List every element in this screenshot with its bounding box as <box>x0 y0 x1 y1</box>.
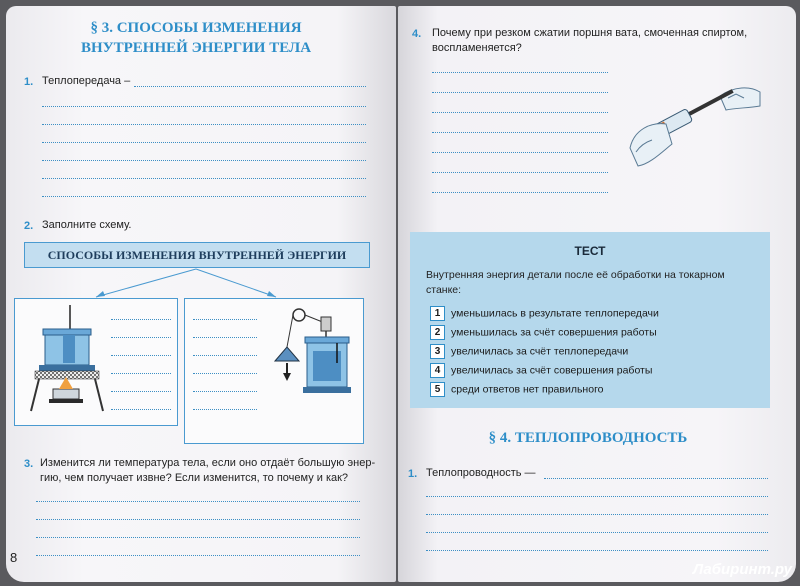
answer-line[interactable] <box>193 373 257 374</box>
page-number: 8 <box>10 550 18 565</box>
answer-line[interactable] <box>111 355 171 356</box>
answer-line[interactable] <box>36 501 360 502</box>
heating-vessel-illustration <box>17 301 109 421</box>
option-text: увеличилась за счёт совершения работы <box>451 364 653 377</box>
test-panel <box>410 232 770 408</box>
watermark-logo: Лабиринт.ру <box>692 561 792 578</box>
option-number[interactable]: 3 <box>430 344 445 359</box>
q3-line1: Изменится ли температура тела, если оно отдаёт большую энер- <box>40 457 376 469</box>
test-title: ТЕСТ <box>574 244 606 258</box>
answer-line[interactable] <box>426 550 768 551</box>
option-number[interactable]: 4 <box>430 363 445 378</box>
answer-line[interactable] <box>193 319 257 320</box>
question-number: 1. <box>24 76 34 88</box>
answer-line[interactable] <box>111 409 171 410</box>
option-number[interactable]: 5 <box>430 382 445 397</box>
answer-line[interactable] <box>544 478 768 479</box>
option-text: уменьшилась в результате теплопередачи <box>451 307 659 320</box>
answer-line[interactable] <box>36 537 360 538</box>
test-option[interactable] <box>430 363 652 379</box>
answer-line[interactable] <box>432 112 608 113</box>
q4-line2: воспламеняется? <box>432 42 522 54</box>
fire-syringe-illustration <box>624 72 764 182</box>
option-number[interactable]: 1 <box>430 306 445 321</box>
scheme-box-work <box>184 298 364 444</box>
test-question-line2: станке: <box>426 284 462 296</box>
answer-line[interactable] <box>193 391 257 392</box>
scheme-arrows <box>6 6 396 306</box>
option-text: среди ответов нет правильного <box>451 383 604 396</box>
answer-line[interactable] <box>36 519 360 520</box>
answer-line[interactable] <box>426 514 768 515</box>
answer-line[interactable] <box>432 132 608 133</box>
question-number: 4. <box>412 28 422 40</box>
answer-line[interactable] <box>432 92 608 93</box>
answer-line[interactable] <box>111 337 171 338</box>
answer-line[interactable] <box>426 532 768 533</box>
left-page <box>6 6 396 582</box>
answer-line[interactable] <box>111 391 171 392</box>
q3-line2: гию, чем получает извне? Если изменится, то почему и как? <box>40 472 349 484</box>
section-title-line1: § 3. СПОСОБЫ ИЗМЕНЕНИЯ <box>90 20 302 36</box>
option-number[interactable]: 2 <box>430 325 445 340</box>
answer-line[interactable] <box>432 152 608 153</box>
test-option[interactable] <box>430 344 628 360</box>
answer-line[interactable] <box>432 72 608 73</box>
q2-text: Заполните схему. <box>42 219 132 231</box>
right-page <box>398 6 796 582</box>
option-text: уменьшилась за счёт совершения работы <box>451 326 657 339</box>
answer-line[interactable] <box>432 192 608 193</box>
answer-line[interactable] <box>193 337 257 338</box>
test-option[interactable] <box>430 306 659 322</box>
section4-title: § 4. ТЕПЛОПРОВОДНОСТЬ <box>488 430 688 446</box>
option-text: увеличилась за счёт теплопередачи <box>451 345 629 358</box>
answer-line[interactable] <box>432 172 608 173</box>
test-option[interactable] <box>430 382 604 398</box>
section-title-line2: ВНУТРЕННЕЙ ЭНЕРГИИ ТЕЛА <box>80 40 312 56</box>
test-option[interactable] <box>430 325 657 341</box>
test-question-line1: Внутренняя энергия детали после её обработки на токарном <box>426 269 725 281</box>
scheme-box-heat-transfer <box>14 298 178 426</box>
answer-line[interactable] <box>426 496 768 497</box>
q1-label: Теплопередача – <box>42 75 131 87</box>
answer-line[interactable] <box>36 555 360 556</box>
answer-line[interactable] <box>111 373 171 374</box>
question-number: 2. <box>24 220 34 232</box>
question-number: 1. <box>408 468 418 480</box>
q4-line1: Почему при резком сжатии поршня вата, смоченная спиртом, <box>432 27 748 39</box>
answer-line[interactable] <box>193 355 257 356</box>
paddle-vessel-illustration <box>263 303 363 423</box>
answer-line[interactable] <box>193 409 257 410</box>
question-number: 3. <box>24 458 34 470</box>
scheme-banner: СПОСОБЫ ИЗМЕНЕНИЯ ВНУТРЕННЕЙ ЭНЕРГИИ <box>24 242 370 268</box>
q1-label: Теплопроводность — <box>426 467 536 479</box>
answer-line[interactable] <box>111 319 171 320</box>
